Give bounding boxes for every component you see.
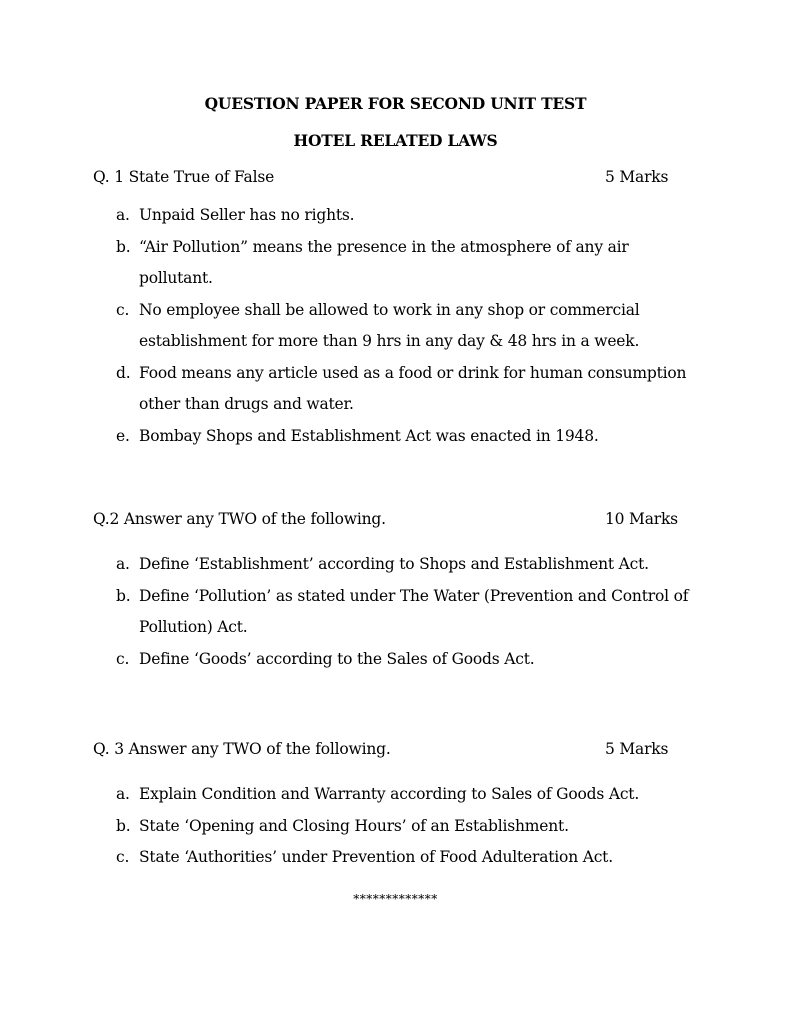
question-3-heading: Q. 3 Answer any TWO of the following. (93, 740, 391, 758)
end-separator: ************* (353, 892, 438, 906)
question-3-marks: 5 Marks (605, 740, 669, 758)
question-1-heading: Q. 1 State True of False (93, 168, 275, 186)
question-2-marks: 10 Marks (605, 510, 678, 528)
question-1-marks: 5 Marks (605, 168, 669, 186)
list-item (0, 549, 791, 581)
item-label: a. (116, 785, 130, 803)
item-label: a. (116, 206, 130, 224)
item-text: Unpaid Seller has no rights. (139, 206, 355, 224)
item-text: Define ‘Pollution’ as stated under The Water (Prevention and Control of Pollution) Act. (139, 586, 689, 636)
item-text: State ‘Opening and Closing Hours’ of an Establishment. (139, 816, 569, 835)
item-label: e. (116, 426, 130, 445)
item-text: Define ‘Goods’ according to the Sales of Goods Act. (139, 649, 535, 668)
item-label: c. (116, 300, 130, 319)
item-text: State ‘Authorities’ under Prevention of Food Adulteration Act. (139, 848, 613, 866)
list-item (0, 421, 791, 453)
paper-subtitle: HOTEL RELATED LAWS (293, 131, 498, 150)
item-label: d. (116, 363, 131, 382)
question-2-items (0, 549, 791, 675)
item-label: b. (116, 237, 131, 256)
paper-title: QUESTION PAPER FOR SECOND UNIT TEST (204, 94, 587, 113)
item-label: b. (116, 816, 131, 835)
question-2-heading: Q.2 Answer any TWO of the following. (93, 510, 386, 528)
list-item (0, 358, 791, 421)
list-item (0, 581, 791, 644)
list-item (0, 842, 791, 874)
item-label: c. (116, 848, 130, 866)
list-item (0, 644, 791, 676)
list-item (0, 200, 791, 232)
item-label: c. (116, 649, 130, 668)
question-1-items (0, 200, 791, 452)
item-label: a. (116, 555, 130, 573)
item-label: b. (116, 586, 131, 605)
item-text: Bombay Shops and Establishment Act was enacted in 1948. (139, 426, 599, 445)
list-item (0, 811, 791, 843)
item-text: No employee shall be allowed to work in any shop or commercial establishment for more than 9 hrs in any day & 48 hrs in a week. (139, 300, 640, 350)
list-item (0, 295, 791, 358)
item-text: “Air Pollution” means the presence in the atmosphere of any air pollutant. (139, 237, 629, 287)
list-item (0, 232, 791, 295)
item-text: Define ‘Establishment’ according to Shops and Establishment Act. (139, 555, 649, 573)
item-text: Explain Condition and Warranty according to Sales of Goods Act. (139, 785, 640, 803)
item-text: Food means any article used as a food or drink for human consumption other than drugs and water. (139, 363, 687, 413)
question-3-items (0, 779, 791, 874)
list-item (0, 779, 791, 811)
